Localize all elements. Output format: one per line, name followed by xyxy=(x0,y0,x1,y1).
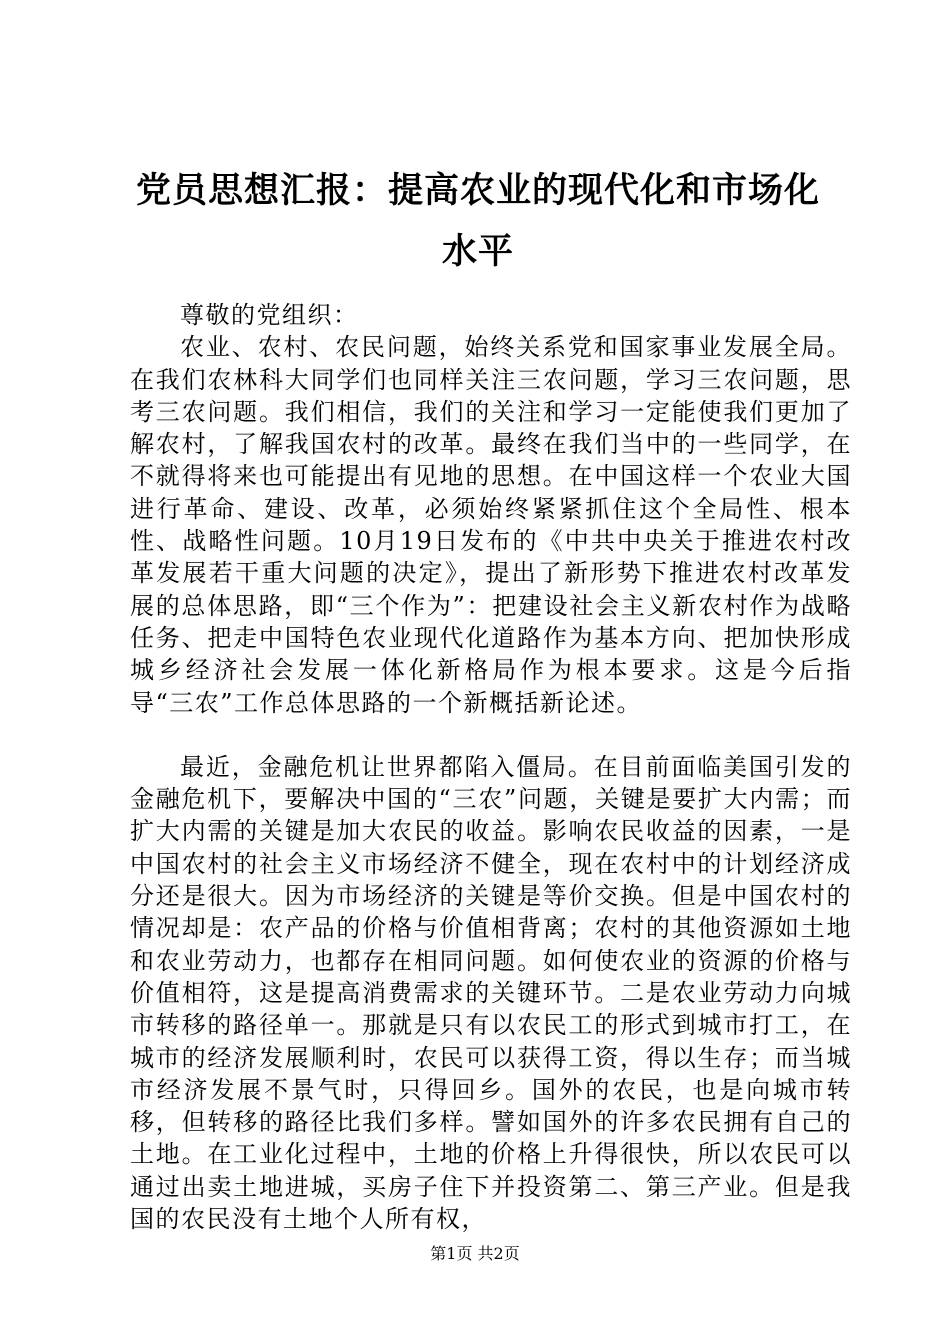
paragraph-1: 农业、农村、农民问题，始终关系党和国家事业发展全局。在我们农林科大同学们也同样关注三农问题，学习三农问题，思考三农问题。我们相信，我们的关注和学习一定能使我们更加了解农村，了解我国农村的改革。最终在我们当中的一些同学，在不就得将来也可能提出有见地的思想。在中国这样一个农业大国进行革命、建设、改革，必须始终紧紧抓住这个全局性、根本性、战略性问题。10月19日发布的《中共中央关于推进农村改革发展若干重大问题的决定》，提出了新形势下推进农村改革发展的总体思路，即“三个作为”：把建设社会主义新农村作为战略任务、把走中国特色农业现代化道路作为基本方向、把加快形成城乡经济社会发展一体化新格局作为根本要求。这是今后指导“三农”工作总体思路的一个新概括新论述。 xyxy=(130,333,852,717)
paragraph-2: 最近，金融危机让世界都陷入僵局。在目前面临美国引发的金融危机下，要解决中国的“三农”问题，关键是要扩大内需；而扩大内需的关键是加大农民的收益。影响农民收益的因素，一是中国农村的社会主义市场经济不健全，现在农村中的计划经济成分还是很大。因为市场经济的关键是等价交换。但是中国农村的情况却是：农产品的价格与价值相背离；农村的其他资源如土地和农业劳动力，也都存在相同问题。如何使农业的资源的价格与价值相符，这是提高消费需求的关键环节。二是农业劳动力向城市转移的路径单一。那就是只有以农民工的形式到城市打工，在城市的经济发展顺利时，农民可以获得工资，得以生存；而当城市经济发展不景气时，只得回乡。国外的农民，也是向城市转移，但转移的路径比我们多样。譬如国外的许多农民拥有自己的土地。在工业化过程中，土地的价格上升得很快，所以农民可以通过出卖土地进城，买房子住下并投资第二、第三产业。但是我国的农民没有土地个人所有权， xyxy=(130,752,852,1234)
document-body xyxy=(130,299,852,1235)
salutation: 尊敬的党组织： xyxy=(180,301,359,329)
page-footer: 第1页 共2页 xyxy=(430,1244,520,1263)
page-title: 党员思想汇报：提高农业的现代化和市场化水平 xyxy=(135,170,820,272)
